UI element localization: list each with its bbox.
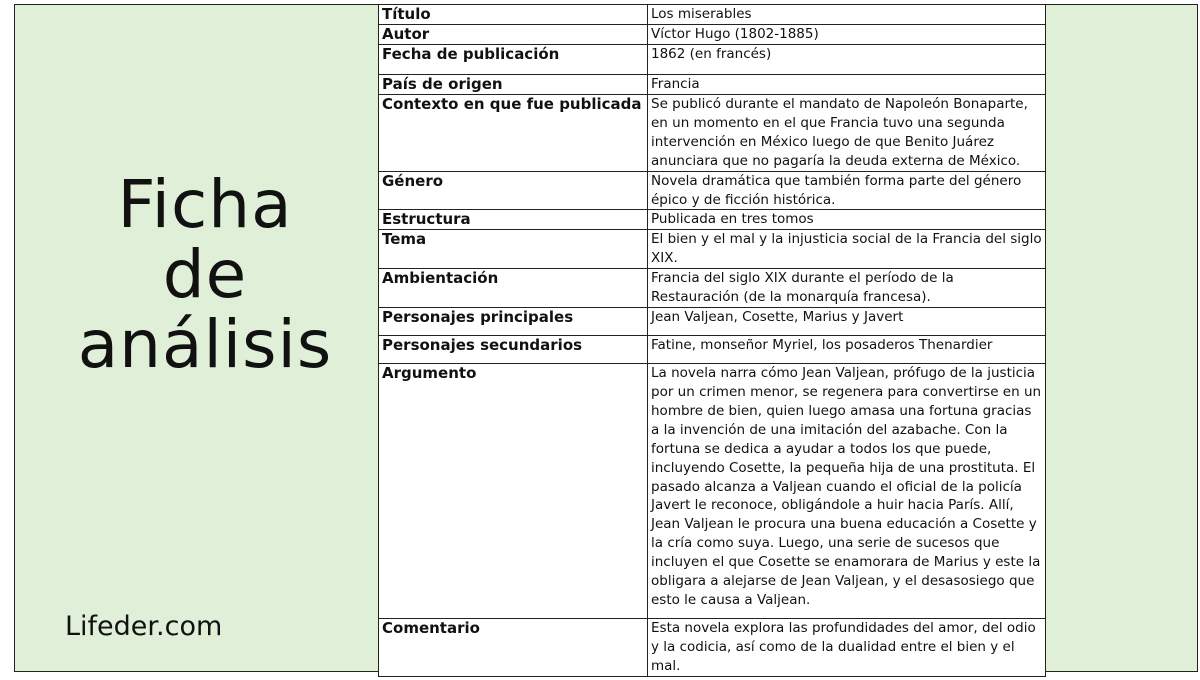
row-value: El bien y el mal y la injusticia social de la Francia del siglo XIX. — [648, 230, 1046, 269]
row-value: Francia del siglo XIX durante el período de la Restauración (de la monarquía francesa). — [648, 269, 1046, 308]
table-row — [379, 269, 1046, 308]
title-line: Ficha — [117, 166, 293, 243]
table-row — [379, 308, 1046, 336]
row-value: Publicada en tres tomos — [648, 210, 1046, 230]
row-label: Autor — [379, 25, 648, 45]
row-label: Estructura — [379, 210, 648, 230]
table-row — [379, 171, 1046, 210]
row-label: Tema — [379, 230, 648, 269]
table-row — [379, 336, 1046, 364]
table-row — [379, 95, 1046, 172]
row-label: Ambientación — [379, 269, 648, 308]
row-value: Esta novela explora las profundidades del amor, del odio y la codicia, así como de la dualidad entre el bien y el mal. — [648, 619, 1046, 677]
table-row — [379, 75, 1046, 95]
row-value: Fatine, monseñor Myriel, los posaderos Thenardier — [648, 336, 1046, 364]
row-label: Personajes secundarios — [379, 336, 648, 364]
table-row — [379, 25, 1046, 45]
row-value: La novela narra cómo Jean Valjean, prófugo de la justicia por un crimen menor, se regenera para convertirse en un hombre de bien, quien luego amasa una fortuna gracias a la invención de una imitación del azabache. Con la fortuna se dedica a ayudar a todos los que puede, incluyendo Cosette, la pequeña hija de una prostituta. El pasado alcanza a Valjean cuando el oficial de la policía Javert le reconoce, obligándole a huir hacia París. Allí, Jean Valjean le procura una buena educación a Cosette y la cría como suya. Luego, una serie de sucesos que incluyen el que Cosette se enamorara de Marius y este la obligara a alejarse de Jean Valjean, y el desasosiego que esto le causa a Valjean. — [648, 364, 1046, 619]
table-row — [379, 5, 1046, 25]
title-line: de — [162, 236, 248, 313]
table-row — [379, 619, 1046, 677]
row-label: Personajes principales — [379, 308, 648, 336]
brand-watermark: Lifeder.com — [65, 611, 223, 642]
row-value: Víctor Hugo (1802-1885) — [648, 25, 1046, 45]
row-value: Jean Valjean, Cosette, Marius y Javert — [648, 308, 1046, 336]
row-label: País de origen — [379, 75, 648, 95]
row-label: Fecha de publicación — [379, 45, 648, 75]
row-value: Novela dramática que también forma parte del género épico y de ficción histórica. — [648, 171, 1046, 210]
title-line: análisis — [77, 306, 333, 383]
table-row — [379, 364, 1046, 619]
row-label: Comentario — [379, 619, 648, 677]
row-value: Los miserables — [648, 5, 1046, 25]
row-value: Francia — [648, 75, 1046, 95]
analysis-table — [378, 4, 1046, 677]
row-label: Contexto en que fue publicada — [379, 95, 648, 172]
main-title — [55, 166, 355, 383]
table-row — [379, 230, 1046, 269]
table-row — [379, 45, 1046, 75]
table-row — [379, 210, 1046, 230]
row-value: 1862 (en francés) — [648, 45, 1046, 75]
row-value: Se publicó durante el mandato de Napoleón Bonaparte, en un momento en el que Francia tuvo una segunda intervención en México luego de que Benito Juárez anunciara que no pagaría la deuda externa de México. — [648, 95, 1046, 172]
row-label: Género — [379, 171, 648, 210]
row-label: Argumento — [379, 364, 648, 619]
row-label: Título — [379, 5, 648, 25]
